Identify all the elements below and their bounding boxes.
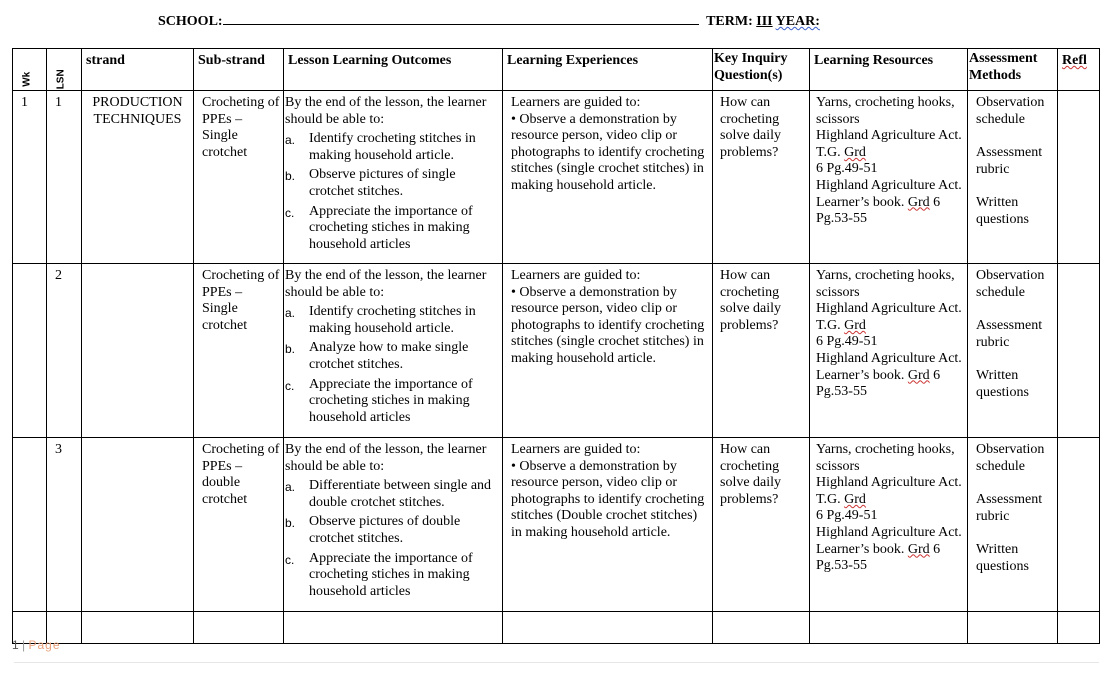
cell-empty[interactable]	[503, 612, 713, 644]
outcome-intro: By the end of the lesson, the learner should be able to:	[285, 268, 487, 300]
cell-outcomes	[284, 264, 503, 438]
outcome-item: c. Appreciate the importance of crocheting stiches in making household articles	[285, 550, 473, 599]
outcome-item: c. Appreciate the importance of crocheting stiches in making household articles	[285, 376, 473, 425]
term-label: TERM:	[706, 14, 753, 29]
outcome-item: c. Appreciate the importance of crocheting stiches in making household articles	[285, 203, 473, 252]
page-divider	[14, 662, 1099, 663]
col-header-outcomes: Lesson Learning Outcomes	[284, 49, 503, 91]
cell-outcomes	[284, 91, 503, 264]
school-blank-line[interactable]	[223, 10, 699, 25]
table-row	[13, 264, 1100, 438]
outcome-intro: By the end of the lesson, the learner should be able to:	[285, 95, 487, 127]
table-row-empty	[13, 612, 1100, 644]
page-separator: |	[22, 638, 26, 652]
col-header-refl: Refl	[1058, 49, 1100, 91]
page-label: Page	[28, 638, 61, 652]
cell-inquiry: How can crocheting solve daily problems?	[713, 264, 810, 438]
outcome-item: a. Identify crocheting stitches in making household article.	[285, 131, 476, 163]
col-header-wk: Wk	[13, 49, 47, 91]
col-header-sub-strand: Sub-strand	[194, 49, 284, 91]
outcome-item: b. Observe pictures of double crotchet stitches.	[285, 514, 461, 546]
scheme-of-work-table	[12, 48, 1100, 644]
document-header	[158, 10, 820, 30]
cell-assessment: Observation schedule Assessment rubric Written questions	[968, 438, 1058, 612]
cell-empty[interactable]	[713, 612, 810, 644]
cell-experiences: Learners are guided to: • Observe a demonstration by resource person, video clip or photographs to identify crocheting stitches (single crochet stitches) in making household article.	[503, 264, 713, 438]
cell-empty[interactable]	[810, 612, 968, 644]
outcome-item: b. Observe pictures of single crotchet stitches.	[285, 167, 456, 199]
cell-lsn: 1	[47, 91, 82, 264]
page-footer	[12, 638, 61, 652]
cell-wk	[13, 438, 47, 612]
table-row	[13, 438, 1100, 612]
cell-refl[interactable]	[1058, 438, 1100, 612]
cell-strand	[82, 438, 194, 612]
year-label: YEAR:	[775, 14, 820, 29]
table-row	[13, 91, 1100, 264]
outcome-intro: By the end of the lesson, the learner should be able to:	[285, 442, 487, 474]
term-value: III	[756, 14, 773, 29]
cell-empty[interactable]	[968, 612, 1058, 644]
col-header-strand: strand	[82, 49, 194, 91]
cell-wk	[13, 264, 47, 438]
school-label: SCHOOL:	[158, 14, 223, 29]
cell-sub-strand: Crocheting of PPEs – double crotchet	[194, 438, 284, 612]
page-number: 1	[12, 638, 19, 652]
cell-assessment: Observation schedule Assessment rubric Written questions	[968, 91, 1058, 264]
col-header-assessment: Assessment Methods	[968, 49, 1058, 91]
col-header-experiences: Learning Experiences	[503, 49, 713, 91]
cell-empty[interactable]	[194, 612, 284, 644]
cell-refl[interactable]	[1058, 264, 1100, 438]
col-header-resources: Learning Resources	[810, 49, 968, 91]
cell-wk: 1	[13, 91, 47, 264]
cell-assessment: Observation schedule Assessment rubric Written questions	[968, 264, 1058, 438]
cell-resources: Yarns, crocheting hooks, scissors Highland Agriculture Act. T.G. Grd 6 Pg.49-51 Highland Agriculture Act. Learner’s book. Grd 6 Pg.53-55	[810, 264, 968, 438]
cell-inquiry: How can crocheting solve daily problems?	[713, 438, 810, 612]
cell-sub-strand: Crocheting of PPEs – Single crotchet	[194, 91, 284, 264]
cell-inquiry: How can crocheting solve daily problems?	[713, 91, 810, 264]
cell-lsn: 3	[47, 438, 82, 612]
col-header-inquiry: Key Inquiry Question(s)	[713, 49, 810, 91]
outcome-item: a. Differentiate between single and double crotchet stitches.	[285, 478, 492, 510]
cell-resources: Yarns, crocheting hooks, scissors Highland Agriculture Act. T.G. Grd 6 Pg.49-51 Highland Agriculture Act. Learner’s book. Grd 6 Pg.53-55	[810, 438, 968, 612]
cell-strand: PRODUCTION TECHNIQUES	[82, 91, 194, 264]
cell-empty[interactable]	[1058, 612, 1100, 644]
cell-lsn: 2	[47, 264, 82, 438]
outcome-item: b. Analyze how to make single crotchet stitches.	[285, 340, 469, 372]
cell-strand	[82, 264, 194, 438]
cell-experiences: Learners are guided to: • Observe a demonstration by resource person, video clip or photographs to identify crocheting stitches (Double crochet stitches) in making household article.	[503, 438, 713, 612]
col-header-lsn: LSN	[47, 49, 82, 91]
cell-sub-strand: Crocheting of PPEs – Single crotchet	[194, 264, 284, 438]
table-header-row	[13, 49, 1100, 91]
cell-empty[interactable]	[284, 612, 503, 644]
cell-experiences: Learners are guided to: • Observe a demonstration by resource person, video clip or photographs to identify crocheting stitches (single crochet stitches) in making household article.	[503, 91, 713, 264]
cell-resources: Yarns, crocheting hooks, scissors Highland Agriculture Act. T.G. Grd 6 Pg.49-51 Highland Agriculture Act. Learner’s book. Grd 6 Pg.53-55	[810, 91, 968, 264]
cell-empty[interactable]	[82, 612, 194, 644]
outcome-item: a. Identify crocheting stitches in making household article.	[285, 304, 476, 336]
cell-refl[interactable]	[1058, 91, 1100, 264]
cell-outcomes	[284, 438, 503, 612]
